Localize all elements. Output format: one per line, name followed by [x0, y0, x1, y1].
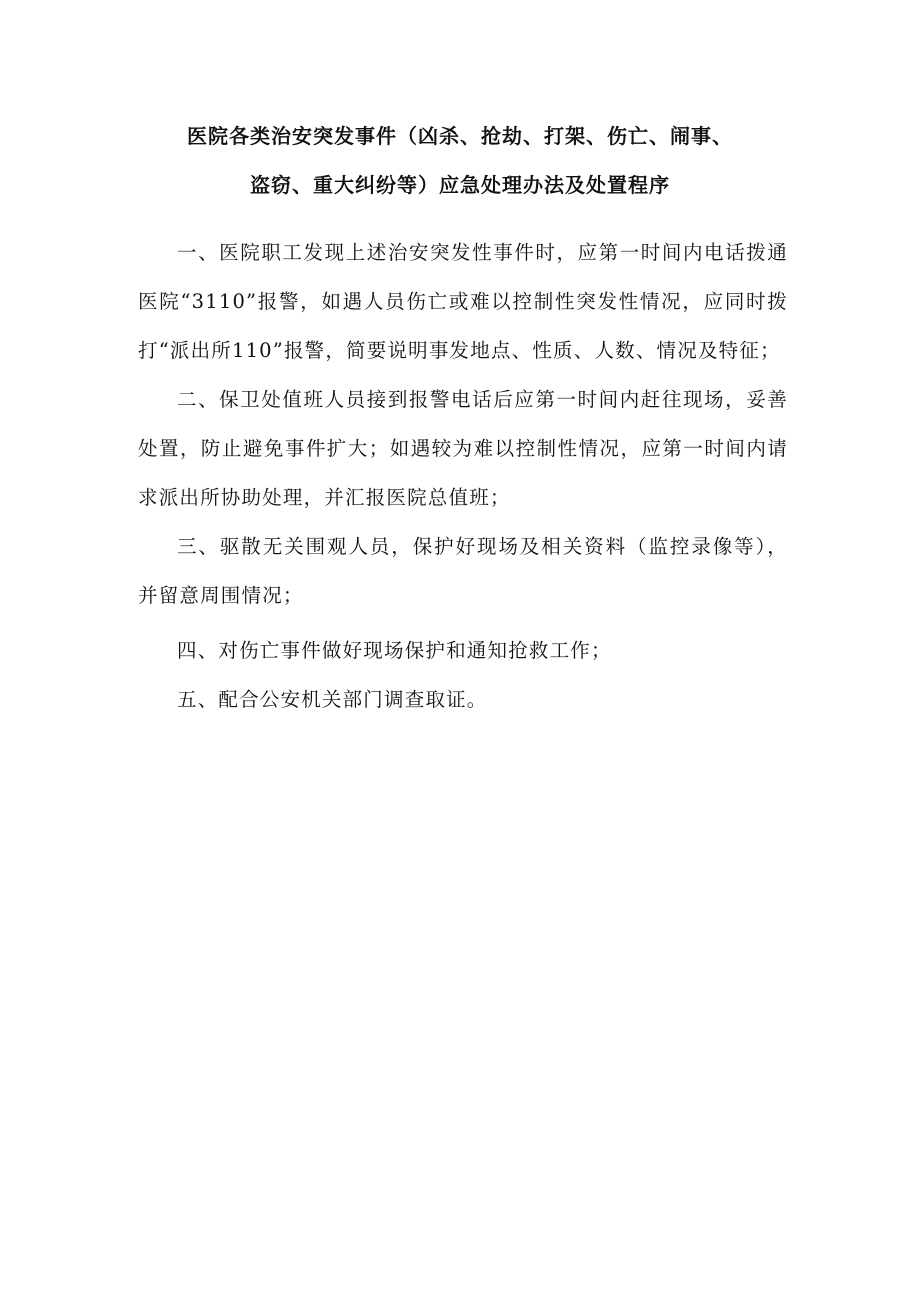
paragraph-4: 四、对伤亡事件做好现场保护和通知抢救工作； [177, 639, 612, 662]
paragraph-1: 一、医院职工发现上述治安突发性事件时，应第一时间内电话拨通医院“3110”报警，如遇人员伤亡或难以控制性突发性情况，应同时拨打“派出所110”报警，简要说明事发地点、性质、人数、情况及特征； [138, 241, 788, 362]
paragraph-5: 五、配合公安机关部门调查取证。 [177, 688, 488, 711]
paragraph-3: 三、驱散无关围观人员，保护好现场及相关资料（监控录像等），并留意周围情况； [138, 535, 788, 607]
document-title-line-1: 医院各类治安突发事件（凶杀、抢劫、打架、伤亡、闹事、 [187, 124, 733, 148]
document-body [138, 228, 788, 724]
document-title-line-2: 盗窃、重大纠纷等）应急处理办法及处置程序 [250, 173, 670, 197]
paragraph-2: 二、保卫处值班人员接到报警电话后应第一时间内赶往现场，妥善处置，防止避免事件扩大；如遇较为难以控制性情况，应第一时间内请求派出所协助处理，并汇报医院总值班； [138, 388, 788, 509]
